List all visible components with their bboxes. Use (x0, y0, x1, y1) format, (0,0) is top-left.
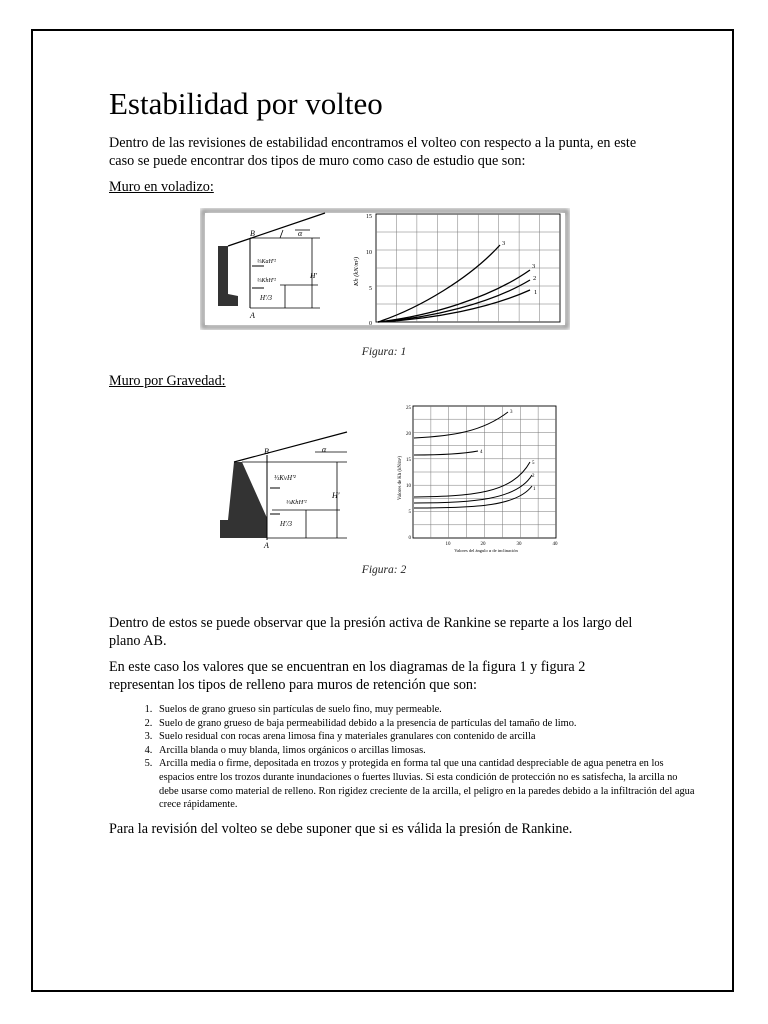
fig1-curve-label-3b: 3 (532, 263, 536, 270)
fig2-xtick-30: 30 (516, 542, 522, 547)
fig1-label-h: H′ (310, 271, 318, 280)
fig2-curve-4 (414, 451, 478, 455)
list-item: 1. Suelos de grano grueso sin partículas de suelo fino, muy permeable. (155, 703, 695, 717)
fig1-label-alpha: α (298, 229, 303, 238)
fig1-label-b: B (250, 229, 255, 238)
fig2-curve-3 (414, 412, 508, 438)
fig2-ytick-10: 10 (406, 484, 411, 489)
fig2-label-b: B (264, 447, 269, 456)
paragraph-fill-types: En este caso los valores que se encuentran en los diagramas de la figura 1 y figura 2 representan los tipos de relleno para muros de retención que son: (109, 659, 586, 693)
fig2-ytick-20: 20 (406, 432, 411, 437)
figure-2-image (212, 400, 572, 556)
fig2-curve-label-4: 4 (480, 450, 483, 455)
figure-2-chart (397, 406, 558, 553)
fig1-ytick-5: 5 (369, 286, 372, 292)
fig2-ylabel: Valores de Kh (kN/m²) (398, 456, 403, 500)
section-heading-voladizo: Muro en voladizo: (109, 179, 214, 195)
fig2-xtick-10: 10 (445, 542, 451, 547)
fig2-label-kh: ⅓KhH′² (286, 499, 307, 506)
section-heading-gravedad: Muro por Gravedad: (109, 373, 226, 389)
fig2-xtick-20: 20 (480, 542, 486, 547)
fig1-ytick-10: 10 (366, 250, 372, 256)
fig2-label-alpha: α (322, 445, 327, 454)
fig2-xlabel: Valores del ángulo α de inclinación (454, 548, 518, 553)
fig1-label-kh: ⅓KhH′² (257, 278, 276, 284)
fig2-label-ka: ⅓KvH′² (274, 474, 296, 482)
figure-1-caption: Figura: 1 (361, 346, 407, 358)
list-item: 4. Arcilla blanda o muy blanda, limos orgánicos o arcillas limosas. (155, 744, 695, 758)
fig2-label-h-third: H′/3 (280, 520, 293, 528)
fig1-ytick-15: 15 (366, 214, 372, 220)
intro-paragraph: Dentro de las revisiones de estabilidad encontramos el volteo con respecto a la punta, en este caso se puede encontrar dos tipos de muro como caso de estudio que son: (109, 135, 637, 169)
fig1-curve-label-3: 3 (502, 240, 506, 247)
fig2-curve-label-5: 5 (532, 461, 535, 466)
list-item: 5. Arcilla media o firme, depositada en trozos y protegida en forma tal que una cantidad despreciable de agua penetra en los espacios entre los trozos durante inundaciones o fuertes lluvias. Si esta condición de protección no es satisfecha, la arcilla no debe usarse como material de relleno. Ron rigidez creciente de la arcilla, el peligro en la paredes debido a la infiltración del agua crece rápidamente. (155, 757, 695, 811)
fig1-ytick-0: 0 (369, 321, 372, 327)
figure-1-image (200, 208, 570, 330)
fig2-xtick-40: 40 (552, 542, 558, 547)
fig2-curve-label-3: 3 (510, 410, 513, 415)
fig1-curve-label-1: 1 (534, 289, 538, 296)
fig2-ytick-5: 5 (408, 510, 411, 515)
fig1-ylabel: Kh (kN/m²) (353, 256, 360, 286)
paragraph-conclusion: Para la revisión del volteo se debe suponer que si es válida la presión de Rankine. (109, 821, 573, 837)
list-item: 2. Suelo de grano grueso de baja permeabilidad debido a la presencia de partículas del tamaño de limo. (155, 717, 695, 731)
fig1-curve-label-2: 2 (533, 275, 537, 282)
fig1-label-a: A (250, 311, 255, 320)
fig2-ytick-0: 0 (408, 536, 411, 541)
fig2-ytick-25: 25 (406, 406, 411, 411)
list-item: 3. Suelo residual con rocas arena limosa fina y materiales granulares con contenido de arcilla (155, 730, 695, 744)
fig2-label-a: A (264, 541, 269, 550)
fig2-curve-label-1: 1 (533, 487, 536, 492)
fig2-ytick-15: 15 (406, 458, 411, 463)
page-title: Estabilidad por volteo (109, 86, 383, 121)
fig1-label-ka: ⅓KaH′² (257, 259, 276, 265)
gravity-wall-diagram (220, 432, 347, 550)
fig2-curve-label-2: 2 (532, 474, 535, 479)
figure-2-caption: Figura: 2 (361, 564, 407, 576)
fig1-label-h-third: H′/3 (260, 294, 273, 302)
paragraph-rankine: Dentro de estos se puede observar que la presión activa de Rankine se reparte a los largo del plano AB. (109, 615, 633, 649)
fig2-label-h: H′ (332, 491, 340, 500)
fill-types-list (109, 703, 695, 812)
